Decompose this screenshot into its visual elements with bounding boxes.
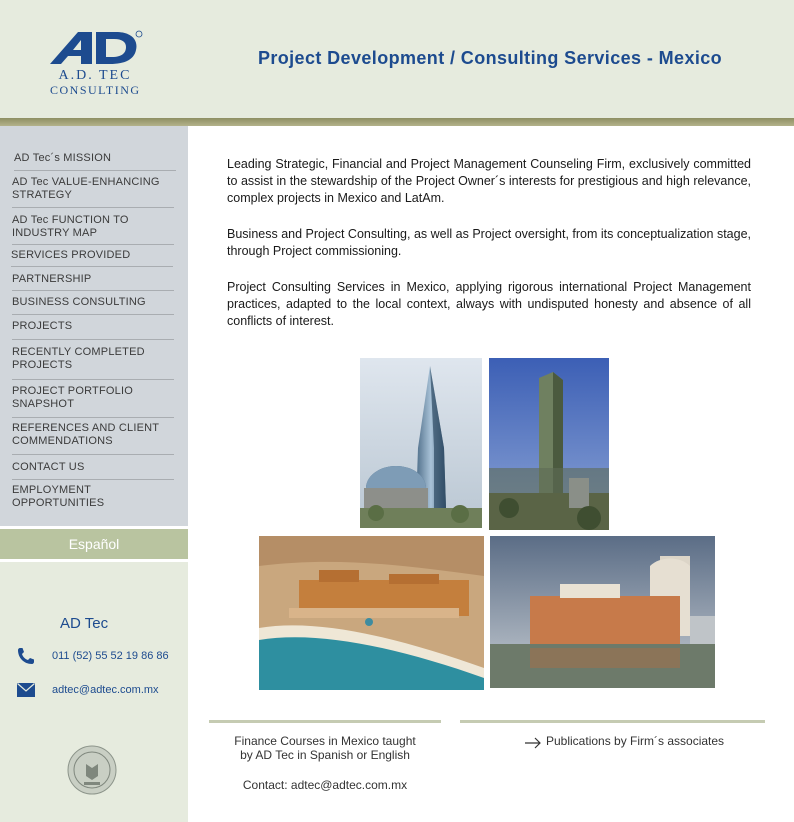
- footer-divider-right: [460, 720, 765, 723]
- finance-courses-text[interactable]: [209, 734, 441, 762]
- photo-glass-tower: [360, 358, 482, 528]
- sidebar-gap: [0, 559, 188, 562]
- nav-item-function-map[interactable]: AD Tec FUNCTION TO INDUSTRY MAP: [12, 214, 174, 245]
- logo-sub-text: CONSULTING: [50, 83, 141, 97]
- publications-link[interactable]: Publications by Firm´s associates: [546, 734, 725, 748]
- intro-paragraph: Leading Strategic, Financial and Project Management Counseling Firm, exclusively committed to assist in the stewardship of the Project Owner´s interests for prestigious and high relevance, complex projects in Mexico and LatAm.: [227, 157, 751, 205]
- nav-item-projects[interactable]: PROJECTS: [12, 320, 174, 340]
- nav-item-partnership[interactable]: PARTNERSHIP: [12, 273, 174, 291]
- nav-item-services[interactable]: SERVICES PROVIDED: [11, 249, 173, 267]
- photo-beach-resort: [259, 536, 484, 690]
- logo-text: [50, 68, 140, 98]
- photo-tall-tower: [489, 358, 609, 530]
- nav-item-portfolio-snapshot[interactable]: PROJECT PORTFOLIO SNAPSHOT: [12, 385, 174, 418]
- nav-item-mission[interactable]: AD Tec´s MISSION: [14, 152, 176, 171]
- photo-modern-building: [490, 536, 715, 688]
- page-title: Project Development / Consulting Services - Mexico: [257, 48, 723, 68]
- nav-item-references[interactable]: REFERENCES AND CLIENT COMMENDATIONS: [12, 422, 174, 455]
- email-link[interactable]: adtec@adtec.com.mx: [52, 684, 159, 696]
- footer-divider-left: [209, 720, 441, 723]
- nav-item-recently-completed[interactable]: RECENTLY COMPLETED PROJECTS: [12, 346, 174, 380]
- company-name: AD Tec: [60, 615, 109, 632]
- phone-number: 011 (52) 55 52 19 86 86: [52, 650, 169, 662]
- services-paragraph: Business and Project Consulting, as well as Project oversight, from its conceptualization stage, through Project commissioning.: [227, 227, 751, 258]
- finance-courses-line1: Finance Courses in Mexico taught: [234, 734, 416, 748]
- language-link-spanish[interactable]: Español: [0, 529, 188, 559]
- header: [0, 0, 794, 118]
- logo-main-text: A.D. TEC: [58, 68, 132, 83]
- footer-contact-email[interactable]: Contact: adtec@adtec.com.mx: [242, 778, 408, 792]
- nav-item-value-strategy[interactable]: AD Tec VALUE-ENHANCING STRATEGY: [12, 176, 174, 208]
- phone-icon: [16, 646, 36, 666]
- arrow-right-icon: [524, 737, 542, 749]
- nav-item-business-consulting[interactable]: BUSINESS CONSULTING: [12, 296, 174, 315]
- consulting-paragraph: Project Consulting Services in Mexico, applying rigorous international Project Management practices, adapted to the local context, always with undisputed honesty and absence of all conflicts of interest.: [227, 280, 751, 328]
- header-divider: [0, 118, 794, 126]
- mail-icon: [16, 682, 36, 698]
- nav-item-employment[interactable]: EMPLOYMENT OPPORTUNITIES: [12, 484, 105, 509]
- nav-item-contact-us[interactable]: CONTACT US: [12, 461, 174, 480]
- sidebar: [0, 126, 188, 822]
- finance-courses-line2: by AD Tec in Spanish or English: [240, 748, 410, 762]
- sidebar-nav: [0, 126, 188, 526]
- green-building-badge-icon: [66, 744, 118, 796]
